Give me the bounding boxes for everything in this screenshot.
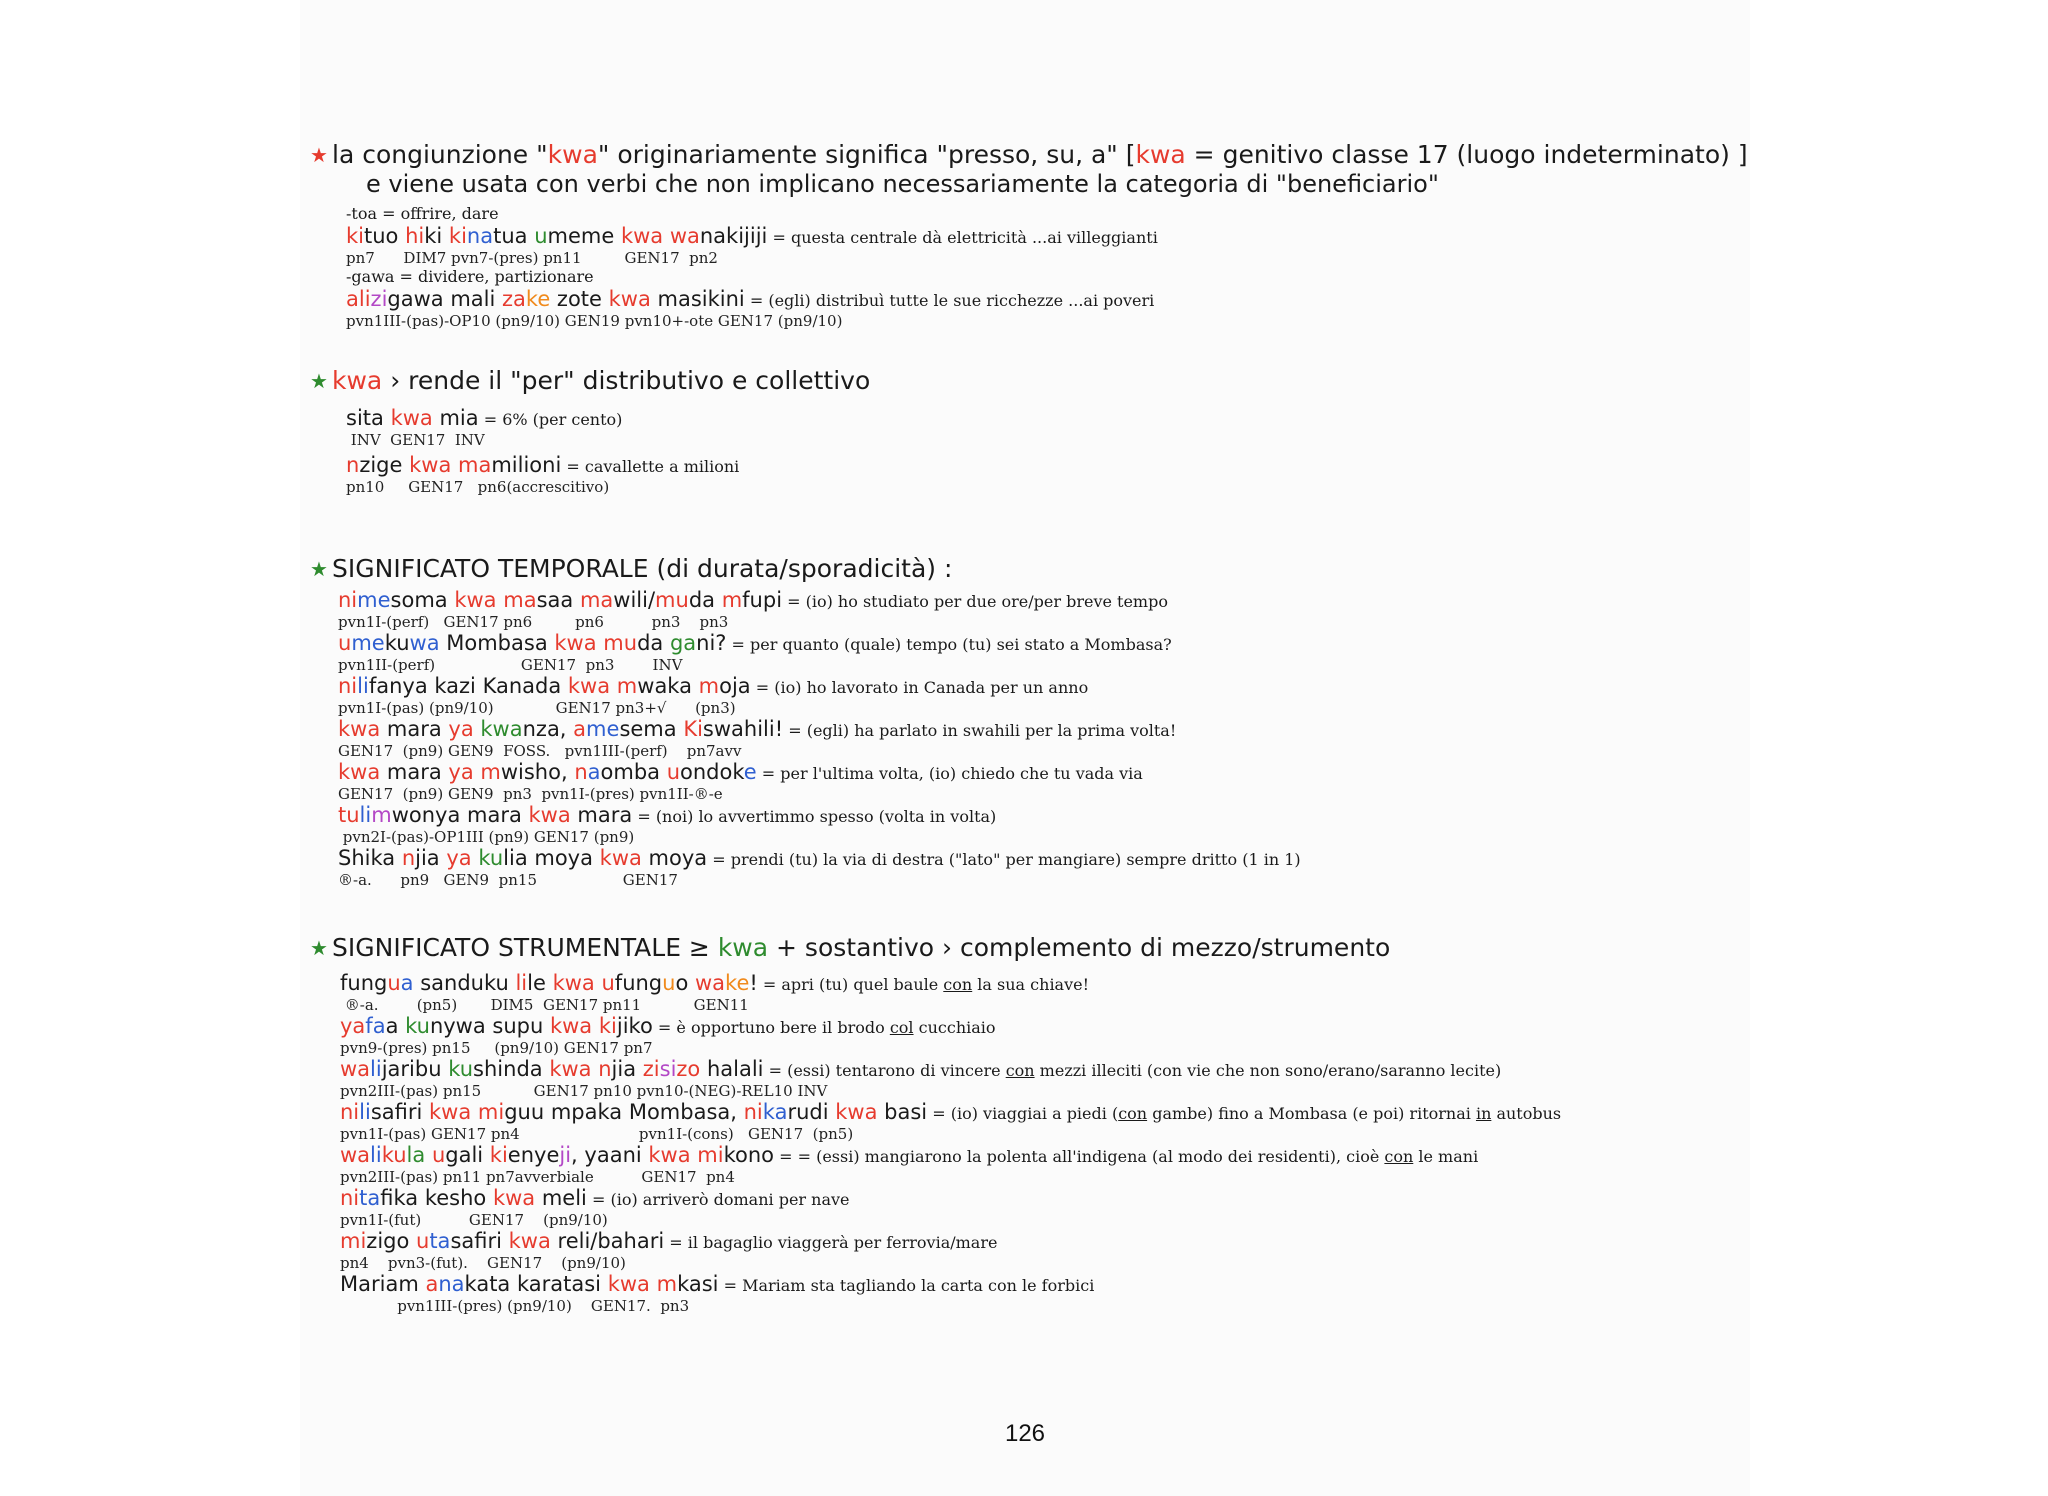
grammatical-gloss: pvn1II-(perf) GEN17 pn3 INV: [338, 656, 683, 674]
heading-text: " originariamente significa "presso, su, a" [: [597, 140, 1136, 169]
example-sentence: yafaa kunywa supu kwa kijiko = è opportuno bere il brodo col cucchiaio: [340, 1014, 996, 1038]
example-sentence: nimesoma kwa masaa mawili/muda mfupi = (io) ho studiato per due ore/per breve tempo: [338, 588, 1168, 612]
example-sentence: tulimwonya mara kwa mara = (noi) lo avvertimmo spesso (volta in volta): [338, 803, 997, 827]
page-number: 126: [1004, 1420, 1046, 1447]
grammatical-gloss: pn7 DIM7 pvn7-(pres) pn11 GEN17 pn2: [346, 249, 718, 267]
grammatical-gloss: pvn1III-(pas)-OP10 (pn9/10) GEN19 pvn10+-ote GEN17 (pn9/10): [346, 312, 843, 330]
example-sentence: nilisafiri kwa miguu mpaka Mombasa, nikarudi kwa basi = (io) viaggiai a piedi (con gambe) fino a Mombasa (e poi) ritornai in autobus: [340, 1100, 1562, 1124]
translation: = 6% (per cento): [478, 410, 623, 429]
translation: = (essi) tentarono di vincere con mezzi illeciti (con vie che non sono/erano/saranno lecite): [763, 1061, 1502, 1080]
translation: = per quanto (quale) tempo (tu) sei stato a Mombasa?: [726, 635, 1172, 654]
example-sentence: Mariam anakata karatasi kwa mkasi = Mariam sta tagliando la carta con le forbici: [340, 1272, 1095, 1296]
heading-kwa: kwa: [547, 140, 598, 169]
example-sentence: nitafika kesho kwa meli = (io) arriverò domani per nave: [340, 1186, 850, 1210]
grammatical-gloss: pvn2III-(pas) pn15 GEN17 pn10 pvn10-(NEG)-REL10 INV: [340, 1082, 828, 1100]
translation: = (noi) lo avvertimmo spesso (volta in volta): [632, 807, 997, 826]
grammatical-gloss: pvn2III-(pas) pn11 pn7avverbiale GEN17 pn4: [340, 1168, 735, 1186]
example-sentence: Shika njia ya kulia moya kwa moya = prendi (tu) la via di destra ("lato" per mangiare) sempre dritto (1 in 1): [338, 846, 1301, 870]
example-sentence: fungua sanduku lile kwa ufunguo wake! = apri (tu) quel baule con la sua chiave!: [340, 971, 1090, 995]
star-icon: ★: [310, 557, 328, 581]
grammatical-gloss: pvn1I-(perf) GEN17 pn6 pn6 pn3 pn3: [338, 613, 729, 631]
grammatical-gloss: pvn2I-(pas)-OP1III (pn9) GEN17 (pn9): [338, 828, 635, 846]
heading-text: la congiunzione ": [332, 140, 548, 169]
definition-note: -toa = offrire, dare: [346, 204, 499, 223]
translation: = (egli) distribuì tutte le sue ricchezze ...ai poveri: [744, 291, 1155, 310]
grammatical-gloss: pn10 GEN17 pn6(accrescitivo): [346, 478, 610, 496]
translation: = (egli) ha parlato in swahili per la prima volta!: [783, 721, 1177, 740]
section-kwa-distributive: [310, 366, 1780, 496]
example-sentence: mizigo utasafiri kwa reli/bahari = il bagaglio viaggerà per ferrovia/mare: [340, 1229, 998, 1253]
section-heading: ★ kwa › rende il "per" distributivo e collettivo: [310, 366, 871, 395]
section-instrumental: [310, 933, 1780, 1315]
translation: = questa centrale dà elettricità ...ai villeggianti: [767, 228, 1158, 247]
grammatical-gloss: GEN17 (pn9) GEN9 pn3 pvn1I-(pres) pvn1II-®-e: [338, 785, 723, 803]
example-sentence: nilifanya kazi Kanada kwa mwaka moja = (io) ho lavorato in Canada per un anno: [338, 674, 1089, 698]
example-sentence: alizigawa mali zake zote kwa masikini = (egli) distribuì tutte le sue ricchezze ...ai poveri: [346, 287, 1155, 311]
section-kwa-conjunction: [310, 140, 1780, 330]
grammatical-gloss: ®-a. (pn5) DIM5 GEN17 pn11 GEN11: [340, 996, 749, 1014]
grammatical-gloss: INV GEN17 INV: [346, 431, 485, 449]
example-sentence: kwa mara ya mwisho, naomba uondoke = per l'ultima volta, (io) chiedo che tu vada via: [338, 760, 1143, 784]
translation: = apri (tu) quel baule con la sua chiave!: [757, 975, 1090, 994]
example-sentence: kituo hiki kinatua umeme kwa wanakijiji = questa centrale dà elettricità ...ai villeggianti: [346, 224, 1158, 248]
translation: = (io) ho studiato per due ore/per breve tempo: [782, 592, 1168, 611]
page-content: [310, 140, 1780, 1315]
grammatical-gloss: pvn9-(pres) pn15 (pn9/10) GEN17 pn7: [340, 1039, 653, 1057]
section-heading: ★ SIGNIFICATO TEMPORALE (di durata/sporadicità) :: [310, 554, 953, 583]
example-sentence: walikula ugali kienyeji, yaani kwa mikono = = (essi) mangiarono la polenta all'indigena (al modo dei residenti), cioè con le mani: [340, 1143, 1479, 1167]
grammatical-gloss: pvn1I-(pas) GEN17 pn4 pvn1I-(cons) GEN17 (pn5): [340, 1125, 854, 1143]
section-temporal: [310, 554, 1780, 889]
grammatical-gloss: ®-a. pn9 GEN9 pn15 GEN17: [338, 871, 678, 889]
translation: = (io) viaggiai a piedi (con gambe) fino a Mombasa (e poi) ritornai in autobus: [927, 1104, 1562, 1123]
star-icon: ★: [310, 143, 328, 167]
example-sentence: sita kwa mia = 6% (per cento): [346, 406, 623, 430]
definition-note: -gawa = dividere, partizionare: [346, 267, 594, 286]
star-icon: ★: [310, 936, 328, 960]
grammatical-gloss: pvn1I-(pas) (pn9/10) GEN17 pn3+√ (pn3): [338, 699, 736, 717]
star-icon: ★: [310, 369, 328, 393]
heading-text: = genitivo classe 17 (luogo indeterminato) ]: [1185, 140, 1748, 169]
example-sentence: nzige kwa mamilioni = cavallette a milioni: [346, 453, 740, 477]
translation: = il bagaglio viaggerà per ferrovia/mare: [664, 1233, 998, 1252]
translation: = (io) arriverò domani per nave: [586, 1190, 850, 1209]
example-sentence: umekuwa Mombasa kwa muda gani? = per quanto (quale) tempo (tu) sei stato a Mombasa?: [338, 631, 1172, 655]
translation: = = (essi) mangiarono la polenta all'indigena (al modo dei residenti), cioè con le mani: [774, 1147, 1479, 1166]
translation: = (io) ho lavorato in Canada per un anno: [750, 678, 1089, 697]
example-sentence: kwa mara ya kwanza, amesema Kiswahili! = (egli) ha parlato in swahili per la prima volta!: [338, 717, 1177, 741]
translation: = è opportuno bere il brodo col cucchiaio: [652, 1018, 996, 1037]
translation: = cavallette a milioni: [561, 457, 740, 476]
translation: = Mariam sta tagliando la carta con le forbici: [718, 1276, 1095, 1295]
heading-subline: e viene usata con verbi che non implicano necessariamente la categoria di "beneficiario": [366, 170, 1439, 198]
section-heading: ★ SIGNIFICATO STRUMENTALE ≥ kwa + sostantivo › complemento di mezzo/strumento: [310, 933, 1391, 962]
example-sentence: walijaribu kushinda kwa njia zisizo halali = (essi) tentarono di vincere con mezzi illeciti (con vie che non sono/erano/saranno lecite): [340, 1057, 1502, 1081]
grammatical-gloss: pvn1III-(pres) (pn9/10) GEN17. pn3: [340, 1297, 690, 1315]
grammatical-gloss: pvn1I-(fut) GEN17 (pn9/10): [340, 1211, 608, 1229]
grammatical-gloss: GEN17 (pn9) GEN9 FOSS. pvn1III-(perf) pn7avv: [338, 742, 742, 760]
translation: = prendi (tu) la via di destra ("lato" per mangiare) sempre dritto (1 in 1): [707, 850, 1301, 869]
translation: = per l'ultima volta, (io) chiedo che tu vada via: [756, 764, 1143, 783]
grammatical-gloss: pn4 pvn3-(fut). GEN17 (pn9/10): [340, 1254, 626, 1272]
heading-kwa: kwa: [1135, 140, 1186, 169]
section-heading: [310, 140, 1780, 170]
